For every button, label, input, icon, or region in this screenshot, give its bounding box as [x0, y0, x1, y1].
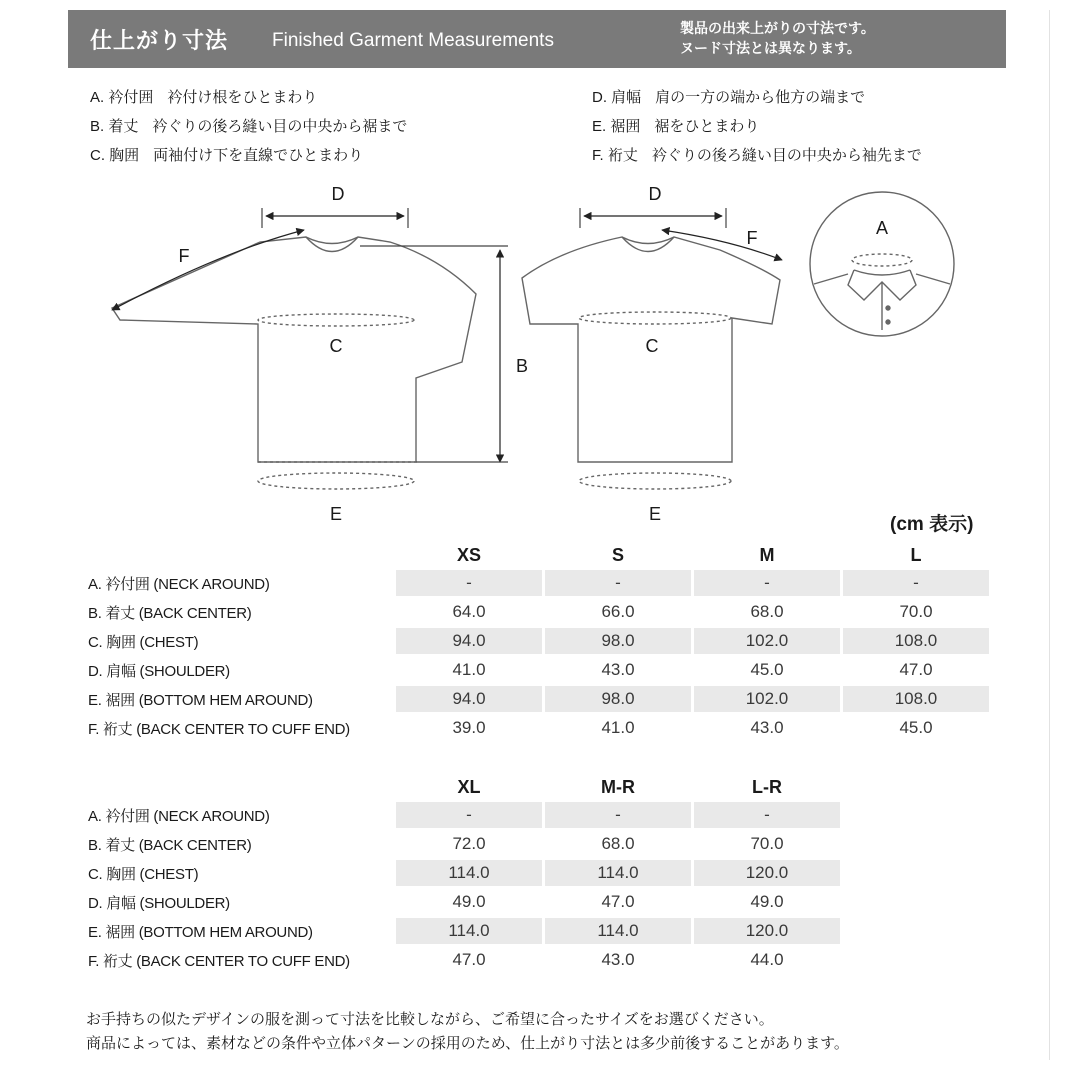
header-title-en: Finished Garment Measurements	[272, 30, 554, 51]
measurement-diagram	[100, 180, 1000, 530]
table-row	[88, 570, 989, 596]
diagram-label-d: D	[648, 184, 662, 204]
diagram-label-e: E	[648, 504, 662, 524]
page-header	[68, 10, 1006, 68]
row-label: C. 胸囲 (CHEST)	[88, 633, 199, 651]
table-row	[88, 599, 989, 625]
cell-value: 102.0	[694, 628, 840, 654]
table-row	[88, 918, 840, 944]
definition-desc: 肩の一方の端から他方の端まで	[655, 89, 866, 106]
cell-value: 114.0	[545, 918, 691, 944]
row-label: D. 肩幅 (SHOULDER)	[88, 894, 230, 912]
header-note	[680, 19, 875, 59]
cell-value: -	[694, 802, 840, 828]
size-header: M-R	[601, 776, 635, 797]
table-row	[88, 657, 989, 683]
cell-value: 43.0	[750, 718, 784, 737]
row-label: B. 着丈 (BACK CENTER)	[88, 604, 252, 622]
cell-value: 120.0	[694, 860, 840, 886]
definition-d	[592, 86, 865, 107]
size-table-main	[85, 540, 992, 744]
cell-value: 66.0	[601, 602, 635, 621]
diagram-label-b: B	[515, 356, 529, 376]
table-row	[88, 947, 840, 973]
size-table-extended	[85, 772, 843, 976]
definition-desc: 衿付け根をひとまわり	[167, 89, 318, 106]
cell-value: 98.0	[545, 686, 691, 712]
size-header: XL	[457, 776, 481, 797]
cell-value: 68.0	[601, 834, 635, 853]
cell-value: 45.0	[899, 718, 933, 737]
definition-term: A. 衿付囲	[90, 89, 154, 106]
cell-value: 45.0	[750, 660, 784, 679]
cell-value: 49.0	[750, 892, 784, 911]
cell-value: -	[843, 570, 989, 596]
cell-value: 44.0	[750, 950, 784, 969]
cell-value: 41.0	[601, 718, 635, 737]
header-note-line2: ヌード寸法とは異なります。	[680, 41, 861, 57]
table-row	[88, 686, 989, 712]
measurement-lines	[112, 208, 782, 462]
row-label: A. 衿付囲 (NECK AROUND)	[88, 807, 270, 825]
diagram-label-e: E	[329, 504, 343, 524]
definition-desc: 両袖付け下を直線でひとまわり	[153, 147, 364, 164]
cell-value: 120.0	[694, 918, 840, 944]
definition-desc: 衿ぐりの後ろ縫い目の中央から袖先まで	[651, 147, 922, 164]
cell-value: 114.0	[545, 860, 691, 886]
definition-desc: 裾をひとまわり	[654, 118, 760, 135]
definition-term: F. 裄丈	[592, 147, 638, 164]
page-edge-line	[1049, 10, 1050, 1060]
row-label: F. 裄丈 (BACK CENTER TO CUFF END)	[88, 952, 350, 970]
cell-value: 114.0	[396, 918, 542, 944]
collar-detail-drawing	[810, 192, 954, 336]
row-label: E. 裾囲 (BOTTOM HEM AROUND)	[88, 923, 313, 941]
row-label: D. 肩幅 (SHOULDER)	[88, 662, 230, 680]
footer-note	[86, 1008, 849, 1056]
table-row	[88, 628, 989, 654]
cell-value: 72.0	[452, 834, 486, 853]
row-label: F. 裄丈 (BACK CENTER TO CUFF END)	[88, 720, 350, 738]
definition-term: B. 着丈	[90, 118, 139, 135]
size-header-row	[88, 543, 989, 567]
row-label: A. 衿付囲 (NECK AROUND)	[88, 575, 270, 593]
cell-value: 94.0	[396, 686, 542, 712]
cell-value: -	[545, 570, 691, 596]
definition-term: E. 裾囲	[592, 118, 641, 135]
table-corner	[88, 775, 393, 799]
cell-value: -	[694, 570, 840, 596]
cell-value: -	[545, 802, 691, 828]
definition-f	[592, 144, 922, 165]
definition-desc: 衿ぐりの後ろ縫い目の中央から裾まで	[152, 118, 408, 135]
diagram-label-c: C	[329, 336, 343, 356]
cell-value: 41.0	[452, 660, 486, 679]
cell-value: 102.0	[694, 686, 840, 712]
diagram-label-f: F	[178, 246, 190, 266]
table-corner	[88, 543, 393, 567]
long-sleeve-shirt-drawing	[112, 237, 476, 489]
definition-a	[90, 86, 317, 107]
table-row	[88, 831, 840, 857]
footer-line1: お手持ちの似たデザインの服を測って寸法を比較しながら、ご希望に合ったサイズをお選びください。	[86, 1011, 774, 1028]
cell-value: 43.0	[601, 950, 635, 969]
unit-note: (cm 表示)	[890, 514, 974, 535]
cell-value: 70.0	[750, 834, 784, 853]
definition-term: D. 肩幅	[592, 89, 642, 106]
header-note-line1: 製品の出来上がりの寸法です。	[680, 21, 875, 37]
row-label: B. 着丈 (BACK CENTER)	[88, 836, 252, 854]
diagram-label-d: D	[331, 184, 345, 204]
cell-value: 108.0	[843, 686, 989, 712]
footer-line2: 商品によっては、素材などの条件や立体パターンの採用のため、仕上がり寸法とは多少前後することがあります。	[86, 1035, 849, 1052]
cell-value: 47.0	[452, 950, 486, 969]
cell-value: 47.0	[899, 660, 933, 679]
cell-value: 49.0	[452, 892, 486, 911]
short-sleeve-shirt-drawing	[522, 237, 780, 489]
cell-value: 64.0	[452, 602, 486, 621]
cell-value: 108.0	[843, 628, 989, 654]
row-label: C. 胸囲 (CHEST)	[88, 865, 199, 883]
cell-value: 94.0	[396, 628, 542, 654]
cell-value: 70.0	[899, 602, 933, 621]
size-header: S	[611, 544, 624, 565]
cell-value: 114.0	[396, 860, 542, 886]
cell-value: 68.0	[750, 602, 784, 621]
row-label: E. 裾囲 (BOTTOM HEM AROUND)	[88, 691, 313, 709]
cell-value: -	[396, 802, 542, 828]
cell-value: 39.0	[452, 718, 486, 737]
size-header: L	[910, 544, 922, 565]
table-row	[88, 889, 840, 915]
table-row	[88, 860, 840, 886]
definition-b	[90, 115, 407, 136]
cell-value: 98.0	[545, 628, 691, 654]
cell-value: 43.0	[601, 660, 635, 679]
definition-c	[90, 144, 363, 165]
diagram-label-a: A	[875, 218, 889, 238]
size-header: XS	[456, 544, 481, 565]
definition-e	[592, 115, 759, 136]
diagram-label-f: F	[746, 228, 758, 248]
table-row	[88, 802, 840, 828]
header-title-jp: 仕上がり寸法	[90, 29, 229, 54]
cell-value: 47.0	[601, 892, 635, 911]
cell-value: -	[396, 570, 542, 596]
size-header-row	[88, 775, 840, 799]
size-header: M	[759, 544, 775, 565]
diagram-label-c: C	[645, 336, 659, 356]
size-header: L-R	[752, 776, 782, 797]
table-row	[88, 715, 989, 741]
definition-term: C. 胸囲	[90, 147, 140, 164]
